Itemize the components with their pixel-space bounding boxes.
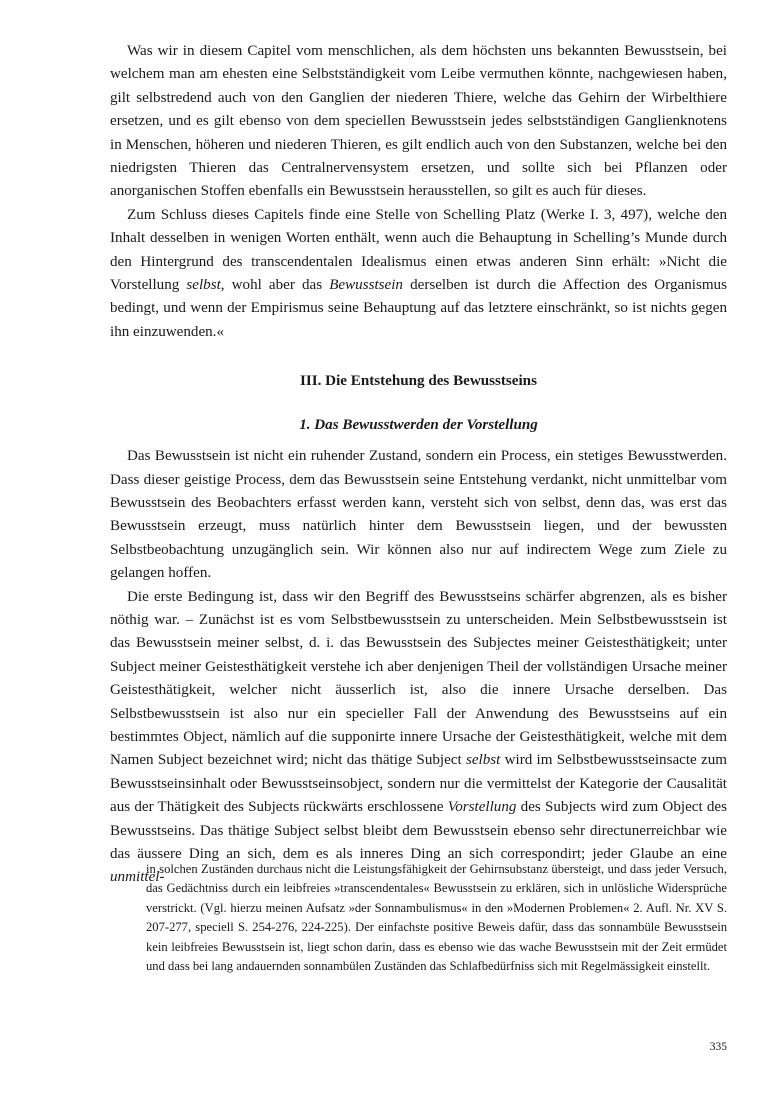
condition-italic-selbst: selbst [465, 752, 501, 769]
subsection-heading: 1. Das Bewusstwerden der Vorstellung [299, 416, 538, 433]
schelling-text-3: derselben ist durch die Affection des Organismus bedingt, und wenn der Empirismus seine Behauptung auf das letztere einschränkt, so ist nichts gegen ihn einzuwenden.« [110, 277, 727, 340]
paragraph-first-condition [110, 586, 727, 890]
paragraph-schelling-quote [110, 204, 727, 344]
paragraph-consciousness-body: Was wir in diesem Capitel vom menschlichen, als dem höchsten uns bekannten Bewusstsein, bei welchem man am ehesten eine Selbstständigkeit vom Leibe vermuthen könnte, nachgewiesen haben, gilt selbstredend auch von den Ganglien der niederen Thiere, welche das Gehirn der Wirbelthiere ersetzen, und es gilt ebenso von dem speciellen Bewusstsein jedes selbstständigen Ganglienknotens in Menschen, höheren und niederen Thieren, es gilt endlich auch von den Substanzen, welche bei den niedrigsten Thieren das Centralnervensystem ersetzen, und sollte sich bei Pflanzen oder anorganischen Stoffen ebenfalls ein Bewusstsein herausstellen, so gilt es auch für dieses. [110, 43, 727, 200]
condition-text-3: des Subjects wird zum Object des Bewusstseins. Das thätige Subject selbst bleibt dem Bewusstsein ebenso sehr directunerreichbar wie das äussere Ding an sich, dem es als inneres Ding an sich correspondirt; jeder Glaube an eine [110, 799, 727, 862]
schelling-italic-bewusstsein: Bewusstsein [329, 277, 403, 294]
paragraph-process: Das Bewusstsein ist nicht ein ruhender Zustand, sondern ein Process, ein stetiges Bewusstwerden. Dass dieser geistige Process, dem das Bewusstsein seine Entstehung verdankt, nicht unmittelbar vom Bewusstsein des Beobachters erfasst werden kann, versteht sich von selbst, denn das, was erst das Bewusstsein erzeugt, muss natürlich hinter dem Bewusstsein liegen, und der bewussten Selbstbeobachtung unzugänglich sein. Wir können also nur auf indirectem Wege zum Ziele zu gelangen hoffen. [110, 448, 727, 582]
page-number: 335 [709, 1041, 727, 1053]
section-heading: III. Die Entstehung des Bewusstseins [300, 373, 537, 390]
condition-italic-unmittel: unmittel- [110, 869, 165, 886]
page-body [110, 40, 727, 890]
condition-text-2: wird im Selbstbewusstseinsacte zum Bewusstseinsinhalt oder Bewusstseinsobject, sondern nur die vermittelst der Kategorie der Causalität aus der Thätigkeit des Subjects rückwärts erschlossene [110, 752, 727, 816]
schelling-text-2: , wohl aber das [220, 277, 330, 294]
schelling-italic-selbst: selbst [186, 277, 221, 294]
condition-italic-vorstellung: Vorstellung [447, 799, 517, 816]
footnote: in solchen Zuständen durchaus nicht die Leistungsfähigkeit der Gehirnsubstanz übersteigt, und dass jeder Versuch, das Gedächtniss durch ein leibfreies »transcendentales« Bewusstsein zu erklären, sich in unlösliche Widersprüche verstrickt. (Vgl. hierzu meinen Aufsatz »der Sonnambulismus« in den »Modernen Problemen« 2. Aufl. Nr. XV S. 207-277, speciell S. 254-276, 224-225). Der einfachste positive Beweis dafür, dass das sonnambüle Bewusstsein kein leibfreies Bewusstsein ist, liegt schon darin, dass es ebenso wie das wache Bewusstsein mit der Zeit ermüdet und dass bei lang andauernden sonnambülen Zuständen das Schlafbedürfniss sich mit Regelmässigkeit einstellt. [146, 862, 727, 974]
condition-text-1: Die erste Bedingung ist, dass wir den Begriff des Bewusstseins schärfer abgrenzen, als es bisher nöthig war. – Zunächst ist es vom Selbstbewusstsein zu unterscheiden. Mein Selbstbewusstsein ist das Bewusstsein meiner selbst, d. i. das Bewusstsein des Subjectes meiner Geistesthätigkeit; unter Subject meiner Geistesthätigkeit verstehe ich aber denjenigen Theil der vollständigen Ursache meiner Geistesthätigkeit, welcher nicht äusserlich ist, also die innere Ursache derselben. Das Selbstbewusstsein ist also nur ein specieller Fall der Anwendung des Bewusstseins auf ein bestimmtes Object, nämlich auf die supponirte innere Ursache der Geistesthätigkeit, welche mit dem Namen Subject bezeichnet wird; nicht das thätige Subject [110, 588, 727, 769]
schelling-text-1: Zum Schluss dieses Capitels finde eine Stelle von Schelling Platz (Werke I. 3, 497), welche den Inhalt desselben in wenigen Worten enthält, wenn auch die Behauptung in Schelling’s Munde durch den Hintergrund des transcendentalen Idealismus einen etwas anderen Sinn erhält: »Nicht die Vorstellung [110, 206, 727, 294]
